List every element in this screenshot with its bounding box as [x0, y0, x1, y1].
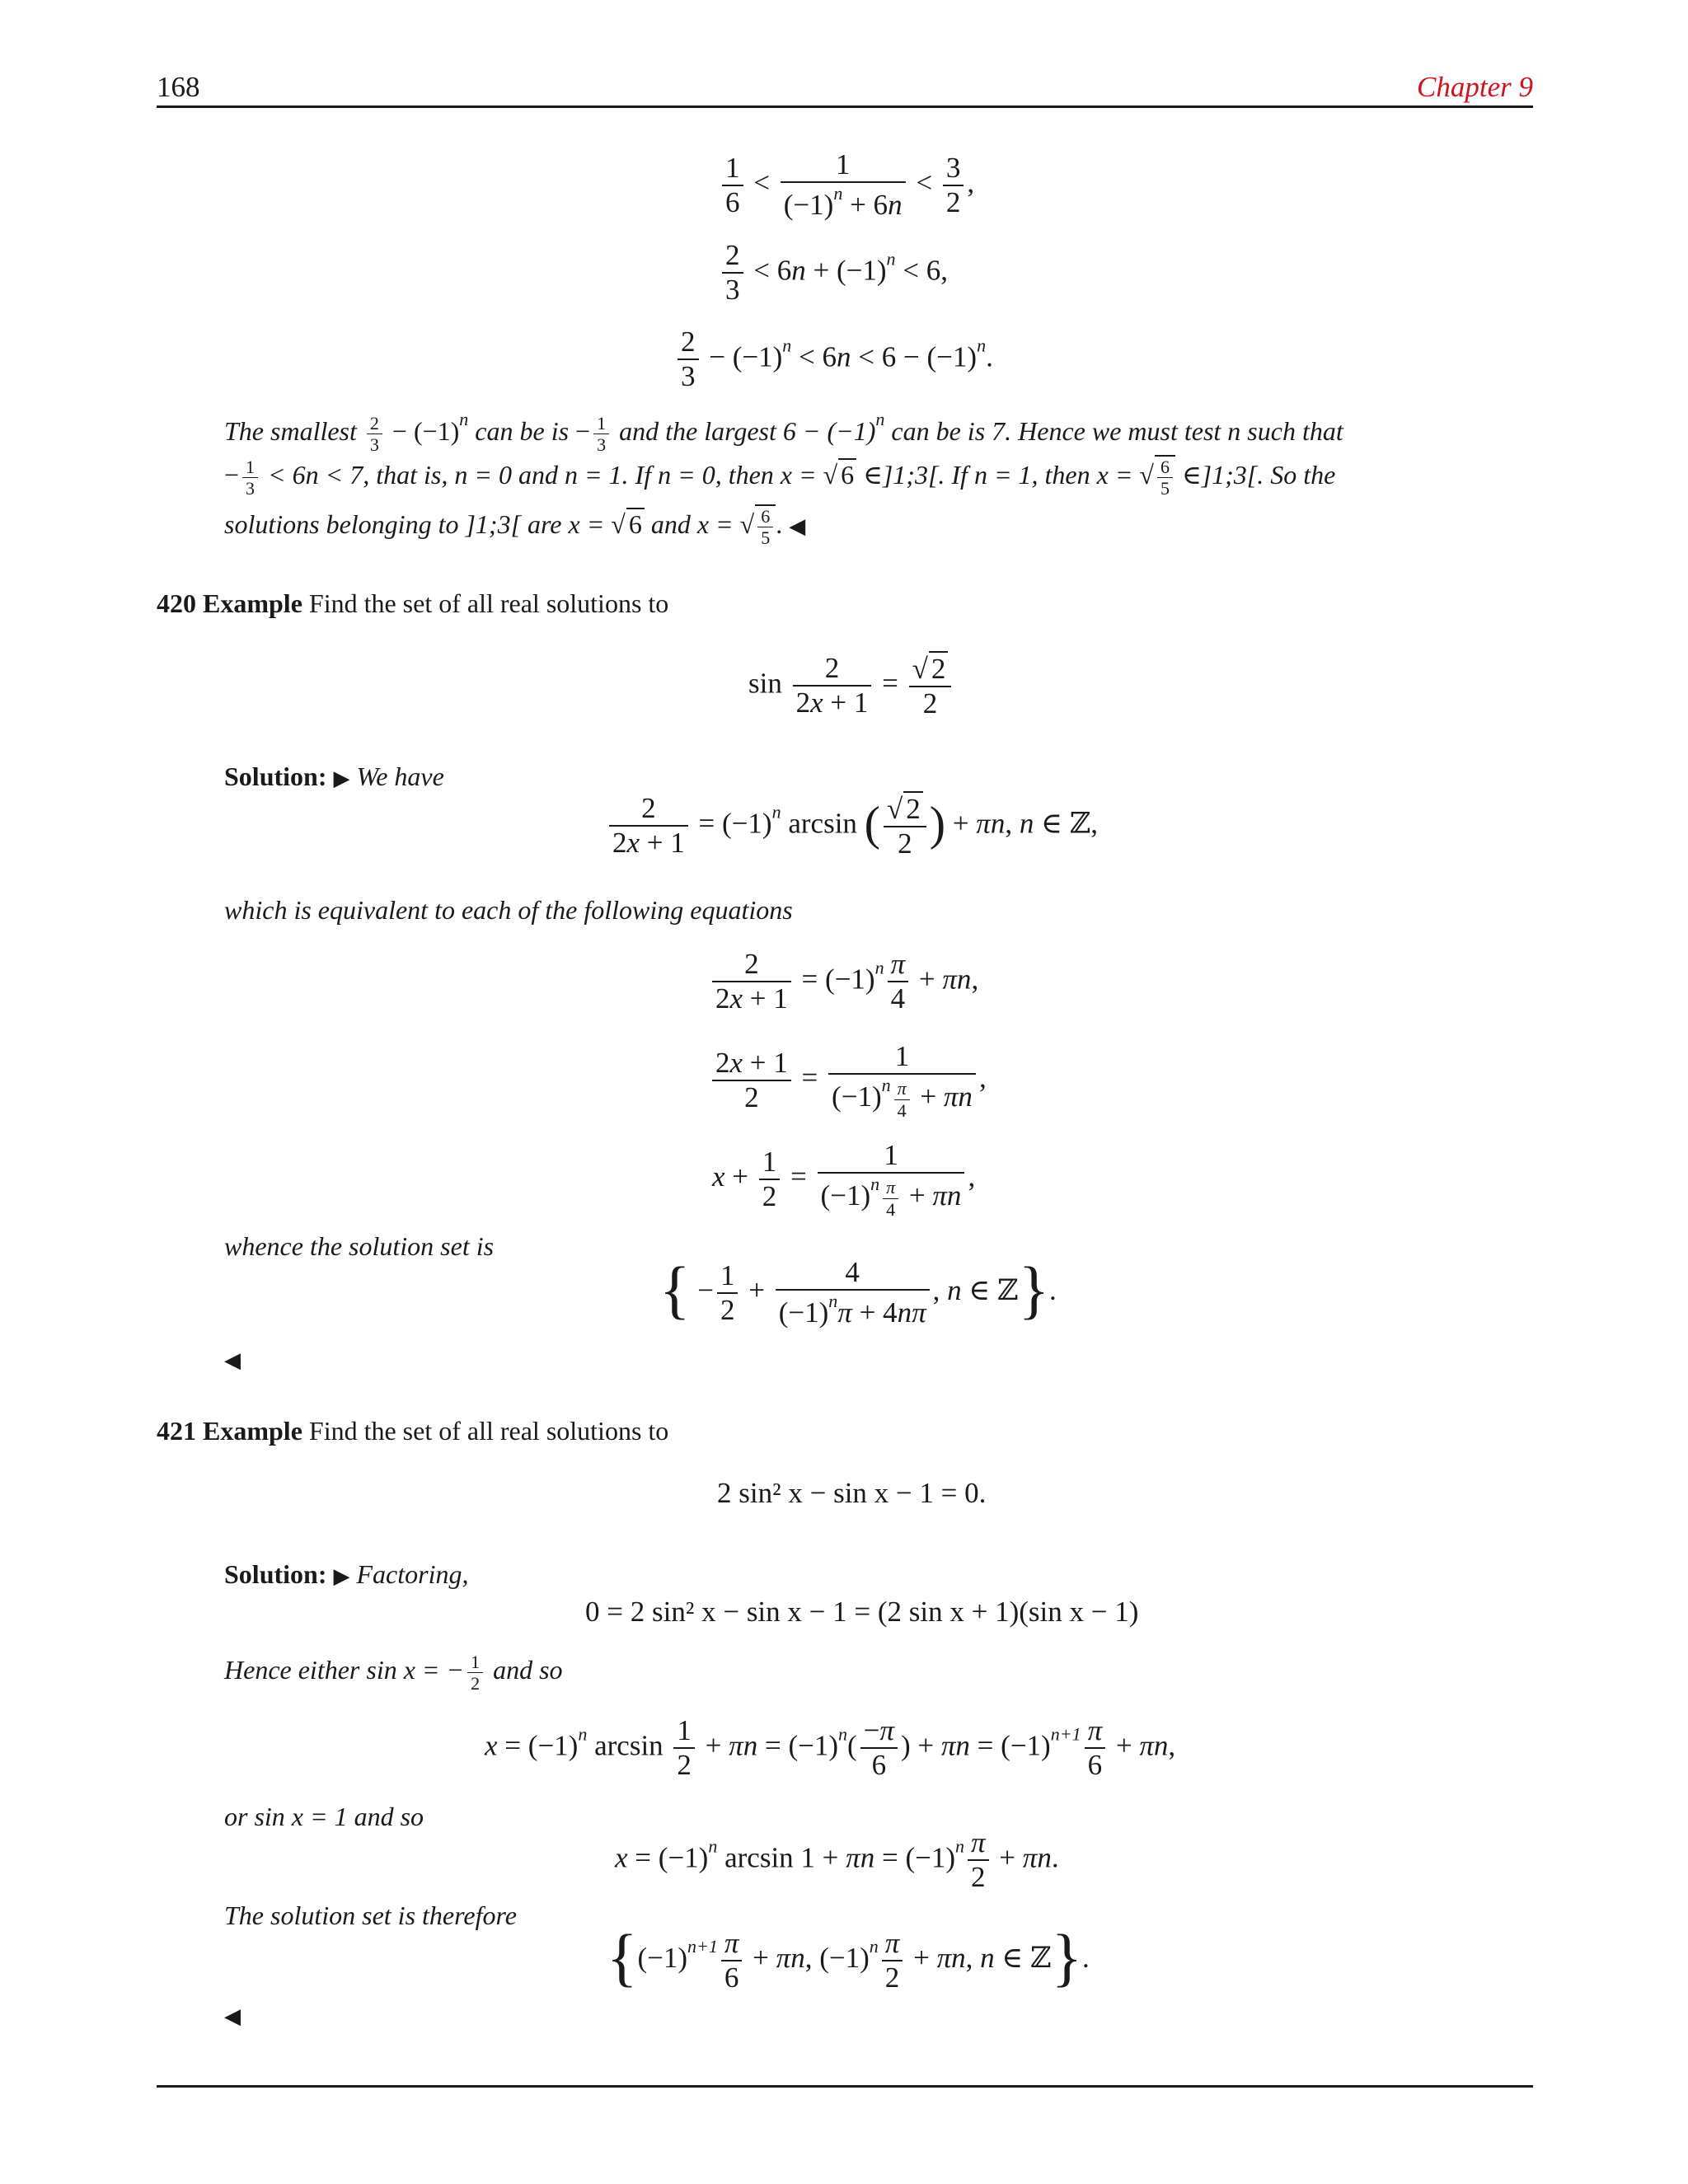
equation-420-step-2: $\frac{2}{2x + 1}$ = $(-1)^n$ $\frac{\pi}{4}$ + πn,: [709, 948, 978, 1016]
therefore-text: The solution set is therefore: [224, 1900, 517, 1930]
example-number: 421: [157, 1416, 196, 1446]
equation-420: sin $\frac{2}{2x + 1}$ = $\frac{√ 2}{2}$: [748, 651, 954, 721]
equation-421-case-2: $x = (-1)^n$ $\arcsin 1 + \pi n = (-1)^n$ $\frac{\pi}{2}$ + πn.: [615, 1826, 1059, 1894]
footer-rule: [157, 2085, 1533, 2088]
solution-420-label: Solution: ▶ We have: [224, 762, 444, 791]
factored-equation: 0 = 2 sin² x − sin x − 1 = (2 sin x + 1)(sin x − 1): [585, 1596, 1139, 1628]
example-prompt: Find the set of all real solutions to: [308, 588, 669, 618]
example-label: Example: [203, 588, 302, 618]
triangle-left-icon: ◀: [224, 2004, 241, 2028]
inequality-1: $\frac{1}{6}$ < $\frac{1}{(-1)^n + 6n}$ < $\frac{3}{2}$ ,: [719, 148, 974, 223]
solution-421-label: Solution: ▶ Factoring,: [224, 1559, 469, 1589]
solution-set-421: {$(-1)^{n+1}$ $\frac{\pi}{6}$ + πn, $(-1)^n$ $\frac{\pi}{2}$ + πn, n ∈ ℤ}.: [607, 1921, 1090, 1994]
example-prompt: Find the set of all real solutions to: [308, 1416, 669, 1446]
equation-420-step-4: x + $\frac{1}{2}$ = 1 $(-1)^n$ $\frac{\pi}{4}$ + πn ,: [712, 1139, 976, 1220]
inequality-3: $\frac{2}{3}$ − $(-1)^n < 6n < 6 - (-1)^n$.: [674, 326, 993, 394]
header-rule: [157, 105, 1533, 108]
equiv-text: which is equivalent to each of the following equations: [224, 895, 793, 925]
triangle-right-icon: ▶: [333, 766, 350, 790]
equation-420-step-3: $\frac{2x + 1}{2}$ = 1 $(-1)^n$ $\frac{\pi}{4}$ + πn ,: [709, 1040, 987, 1121]
either-text: Hence either sin x = − $\frac{1}{2}$ and so: [224, 1652, 563, 1694]
chapter-title: Chapter 9: [1417, 71, 1533, 103]
triangle-left-icon: ◀: [224, 1348, 241, 1372]
intro-line-3: solutions belonging to ]1;3[ are x = √ 6 and x = √ $\frac{6}{5}$ . ◀: [224, 506, 806, 549]
example-421-heading: [157, 1416, 668, 1446]
or-text: or sin x = 1 and so: [224, 1802, 424, 1831]
equation-420-step-1: $\frac{2}{2x + 1}$ = $(-1)^n$ arcsin ( $\frac{√ 2}{2}$ ) + πn, n ∈ ℤ,: [606, 791, 1098, 861]
equation-421: 2 sin² x − sin x − 1 = 0.: [717, 1477, 987, 1509]
inequality-2: $\frac{2}{3}$ < $6n + (-1)^n < 6$,: [719, 239, 948, 307]
page-number: 168: [157, 71, 200, 103]
equation-421-case-1: $x = (-1)^n$ arcsin $\frac{1}{2}$ + $\pi n = (-1)^n$( $\frac{-\pi}{6}$ ) + $\pi n = (-1)^{n+1}$ $\frac{\pi}{6}$ + πn,: [485, 1714, 1176, 1782]
triangle-right-icon: ▶: [333, 1564, 350, 1588]
intro-line-1: The smallest $\frac{2}{3}$ − $(-1)^n$ can be is − $\frac{1}{3}$ and the largest $6 - (-1)^n$ can be is 7. Hence we must test n such that: [224, 409, 1343, 456]
example-number: 420: [157, 588, 196, 618]
example-label: Example: [203, 1416, 302, 1446]
intro-line-2: − $\frac{1}{3}$ < 6n < 7, that is, n = 0 and n = 1. If n = 0, then x = √ 6 ∈]1;3[. If n = 1, then x = √ $\frac{6}{5}$ ∈]1;3[. So the: [224, 457, 1336, 499]
solution-set-420: { − $\frac{1}{2}$ + $\frac{4}{(-1)^n\pi + 4n\pi}$ , n ∈ ℤ}.: [659, 1254, 1057, 1329]
whence-text: whence the solution set is: [224, 1231, 495, 1261]
example-420-heading: [157, 588, 668, 619]
triangle-left-icon: ◀: [789, 514, 806, 539]
